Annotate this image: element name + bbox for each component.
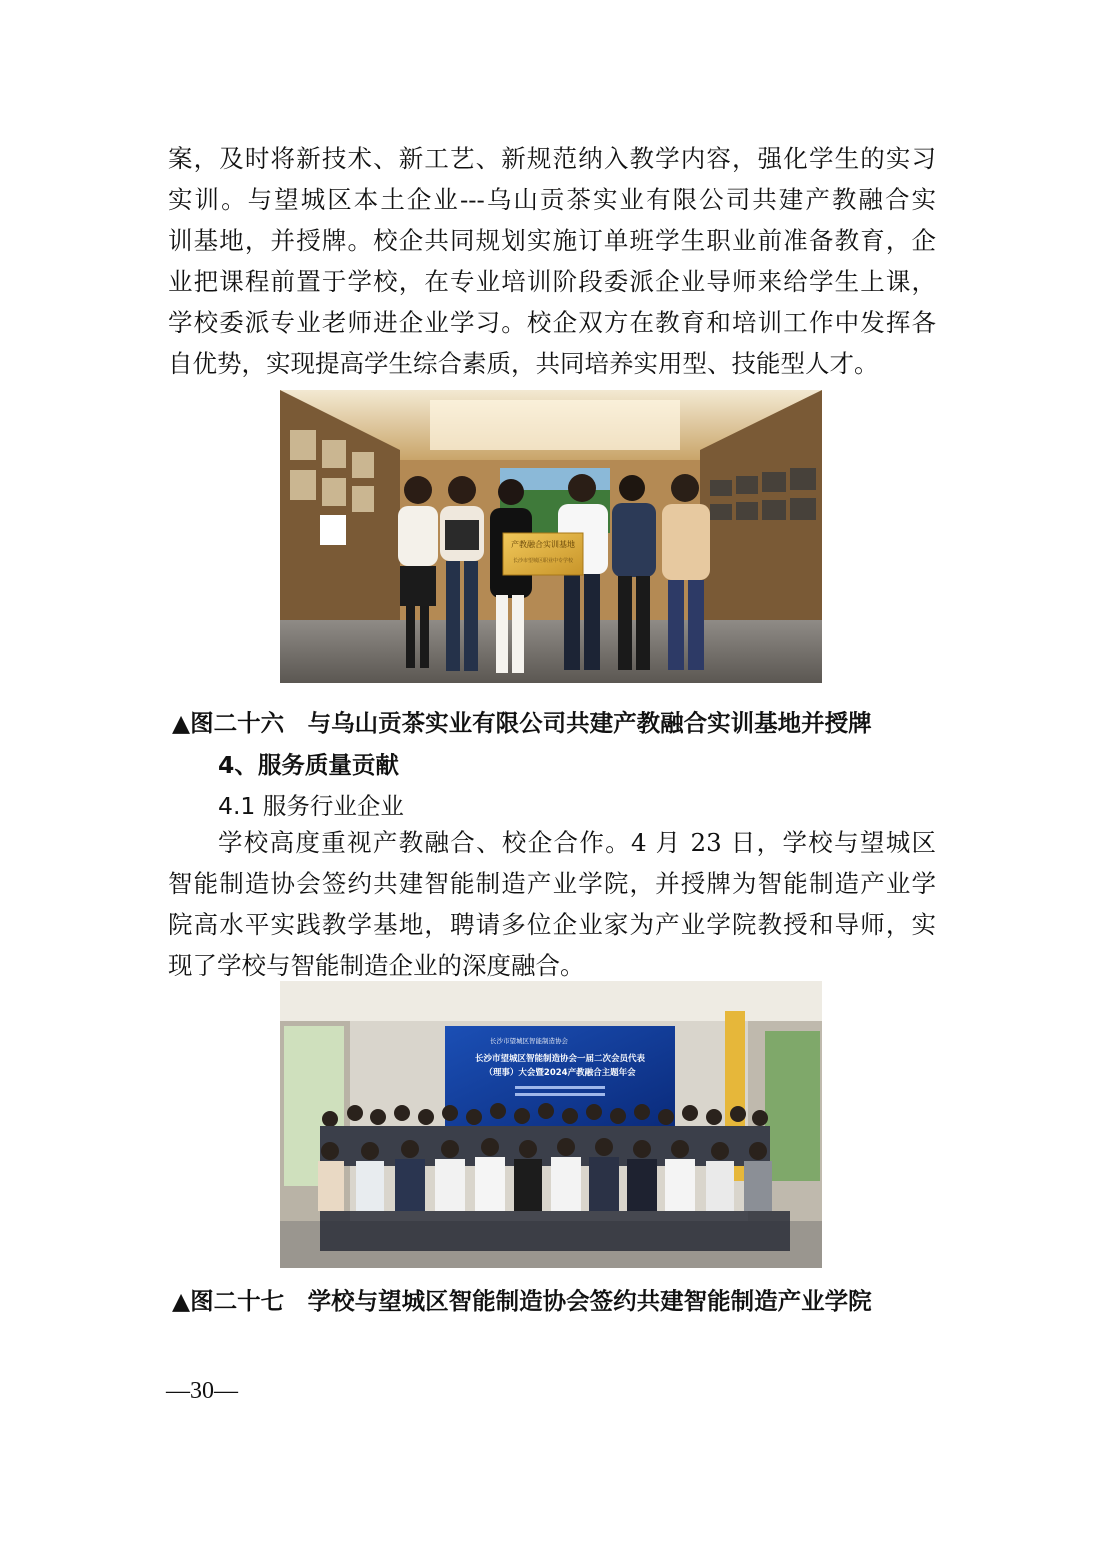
text-line: 智能制造协会签约共建智能制造产业学院，并授牌为智能制造产业学 — [168, 869, 936, 898]
figure-caption-26: ▲图二十六 与乌山贡茶实业有限公司共建产教融合实训基地并授牌 — [172, 709, 872, 737]
text-line: 业把课程前置于学校，在专业培训阶段委派企业导师来给学生上课， — [168, 267, 936, 296]
photo-association-group — [280, 981, 822, 1268]
text-line: 自优势，实现提高学生综合素质，共同培养实用型、技能型人才。 — [168, 349, 879, 378]
photo-tea-company-plaque — [280, 390, 822, 683]
text-line: 学校高度重视产教融合、校企合作。4 月 23 日，学校与望城区 — [218, 828, 936, 857]
text-line: 现了学校与智能制造企业的深度融合。 — [168, 951, 585, 980]
screen-title-line1: 长沙市望城区智能制造协会一届二次会员代表 — [474, 1054, 646, 1064]
screen-title-line2: （理事）大会暨2024产教融合主题年会 — [484, 1068, 636, 1078]
text-line: 学校委派专业老师进企业学习。校企双方在教育和培训工作中发挥各 — [168, 308, 936, 337]
text-line: 院高水平实践教学基地，聘请多位企业家为产业学院教授和导师，实 — [168, 910, 936, 939]
paragraph-service-enterprises — [168, 822, 936, 986]
plaque-title: 产教融合实训基地 — [511, 540, 575, 549]
section-heading: 4、服务质量贡献 — [218, 751, 399, 779]
paragraph-continuation — [168, 138, 936, 384]
page-number: —30— — [166, 1378, 238, 1404]
text-line: 实训。与望城区本土企业---乌山贡茶实业有限公司共建产教融合实 — [168, 185, 936, 214]
figure-caption-27: ▲图二十七 学校与望城区智能制造协会签约共建智能制造产业学院 — [172, 1287, 872, 1315]
screen-header: 长沙市望城区智能制造协会 — [490, 1037, 568, 1045]
text-line: 训基地，并授牌。校企共同规划实施订单班学生职业前准备教育，企 — [168, 226, 936, 255]
subsection-heading: 4.1 服务行业企业 — [218, 792, 404, 820]
plaque-subtitle: 长沙市望城区职业中专学校 — [512, 558, 574, 564]
text-line: 案，及时将新技术、新工艺、新规范纳入教学内容，强化学生的实习 — [168, 144, 936, 173]
